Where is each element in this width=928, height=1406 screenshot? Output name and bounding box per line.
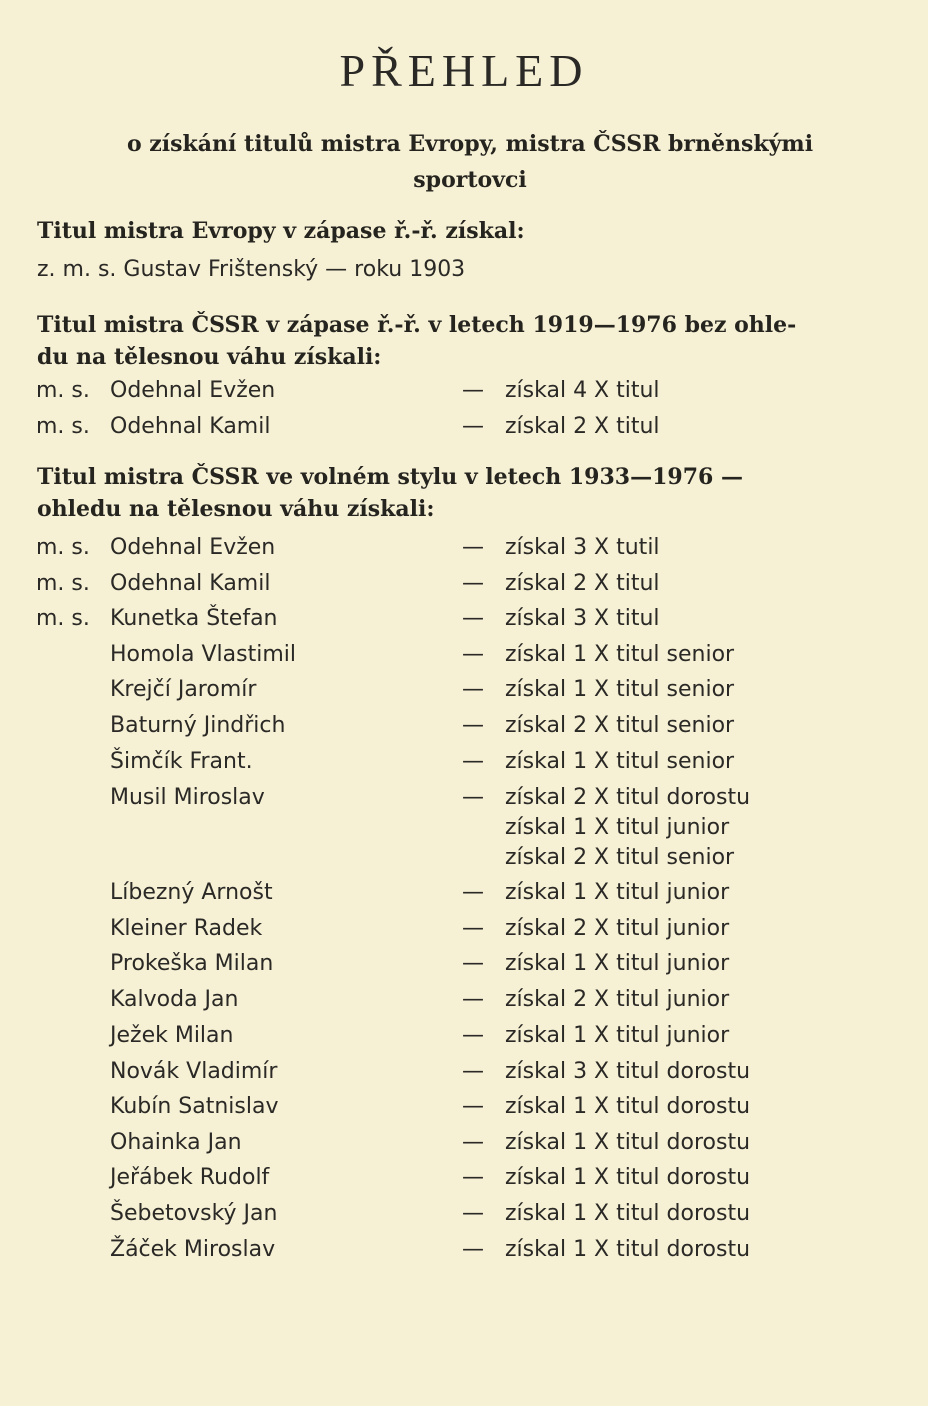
section3-heading-line-1: Titul mistra ČSSR ve volném stylu v letech 1933—1976 — — [37, 464, 743, 490]
list-item-dash: — — [462, 677, 484, 702]
list-item — [0, 642, 928, 674]
list-item-prefix: m. s. — [36, 571, 90, 596]
list-item — [0, 1237, 928, 1269]
section2-heading-line-2: du na tělesnou váhu získali: — [37, 344, 382, 370]
list-item-info: získal 2 X titul senior — [505, 713, 735, 738]
list-item — [0, 1094, 928, 1126]
list-item-name: Šebetovský Jan — [110, 1201, 278, 1226]
list-item-name: Žáček Miroslav — [110, 1237, 276, 1262]
list-item-name: Líbezný Arnošt — [110, 880, 273, 905]
section3-heading-line-2: ohledu na tělesnou váhu získali: — [37, 496, 435, 522]
list-item-dash: — — [462, 951, 484, 976]
list-item-name: Musil Miroslav — [110, 785, 265, 810]
section1-heading: Titul mistra Evropy v zápase ř.-ř. získal: — [37, 218, 525, 244]
list-item-dash: — — [462, 414, 484, 439]
subtitle — [60, 126, 880, 198]
list-item-name: Baturný Jindřich — [110, 713, 286, 738]
list-item-info: získal 2 X titul junior — [505, 916, 730, 941]
list-item — [0, 815, 928, 847]
page-title: PŘEHLED — [339, 45, 589, 96]
list-item-info: získal 1 X titul junior — [505, 951, 730, 976]
list-item — [0, 677, 928, 709]
list-item-info: získal 1 X titul junior — [505, 880, 730, 905]
list-item-info: získal 1 X titul dorostu — [505, 1237, 751, 1262]
list-item-dash: — — [462, 1201, 484, 1226]
list-item-dash: — — [462, 1059, 484, 1084]
list-item-dash: — — [462, 606, 484, 631]
list-item-dash: — — [462, 378, 484, 403]
list-item — [0, 785, 928, 817]
list-item-dash: — — [462, 642, 484, 667]
list-item — [0, 845, 928, 877]
section2-heading-line-1: Titul mistra ČSSR v zápase ř.-ř. v letech 1919—1976 bez ohle- — [37, 312, 797, 338]
list-item-info: získal 1 X titul senior — [505, 677, 735, 702]
list-item — [0, 916, 928, 948]
list-item-name: Šimčík Frant. — [110, 749, 253, 774]
section2-heading — [37, 309, 897, 373]
list-item — [0, 535, 928, 567]
list-item-name: Kalvoda Jan — [110, 987, 239, 1012]
list-item — [0, 1130, 928, 1162]
subtitle-line-1: o získání titulů mistra Evropy, mistra ČSSR brněnskými — [126, 131, 814, 157]
list-item-name: Kunetka Štefan — [110, 606, 278, 631]
list-item-dash: — — [462, 749, 484, 774]
list-item-info: získal 3 X titul — [505, 606, 660, 631]
list-item — [0, 951, 928, 983]
list-item-name: Odehnal Kamil — [110, 414, 271, 439]
list-item-info: získal 1 X titul junior — [505, 815, 730, 840]
list-item-name: Homola Vlastimil — [110, 642, 296, 667]
list-item — [0, 987, 928, 1019]
list-item-dash: — — [462, 916, 484, 941]
list-item-dash: — — [462, 1165, 484, 1190]
list-item-prefix: m. s. — [36, 535, 90, 560]
list-item-dash: — — [462, 1130, 484, 1155]
list-item-info: získal 4 X titul — [505, 378, 660, 403]
list-item-prefix: m. s. — [36, 414, 90, 439]
list-item — [0, 749, 928, 781]
list-item — [0, 414, 928, 446]
list-item — [0, 1201, 928, 1233]
list-item-dash: — — [462, 987, 484, 1012]
list-item-info: získal 2 X titul — [505, 414, 660, 439]
list-item-info: získal 2 X titul dorostu — [505, 785, 751, 810]
list-item-info: získal 2 X titul senior — [505, 845, 735, 870]
list-item-dash: — — [462, 785, 484, 810]
list-item — [0, 606, 928, 638]
list-item-name: Odehnal Evžen — [110, 535, 276, 560]
list-item-name: Jeřábek Rudolf — [110, 1165, 270, 1190]
list-item-dash: — — [462, 1023, 484, 1048]
list-item-dash: — — [462, 713, 484, 738]
list-item-prefix: m. s. — [36, 378, 90, 403]
list-item — [0, 880, 928, 912]
list-item-info: získal 3 X titul dorostu — [505, 1059, 751, 1084]
list-item-info: získal 2 X titul — [505, 571, 660, 596]
list-item-name: Kleiner Radek — [110, 916, 263, 941]
list-item-info: získal 1 X titul senior — [505, 749, 735, 774]
list-item — [0, 1023, 928, 1055]
list-item-dash: — — [462, 571, 484, 596]
list-item — [0, 571, 928, 603]
list-item-name: Odehnal Evžen — [110, 378, 276, 403]
list-item-info: získal 2 X titul junior — [505, 987, 730, 1012]
list-item-name: Kubín Satnislav — [110, 1094, 279, 1119]
list-item-dash: — — [462, 1094, 484, 1119]
list-item-dash: — — [462, 1237, 484, 1262]
list-item-name: Odehnal Kamil — [110, 571, 271, 596]
list-item — [0, 713, 928, 745]
list-item-name: Ježek Milan — [110, 1023, 234, 1048]
list-item-info: získal 1 X titul junior — [505, 1023, 730, 1048]
list-item — [0, 1059, 928, 1091]
list-item-dash: — — [462, 535, 484, 560]
list-item — [0, 1165, 928, 1197]
list-item-name: Ohainka Jan — [110, 1130, 242, 1155]
subtitle-line-2: sportovci — [413, 167, 527, 193]
section1-line: z. m. s. Gustav Frištenský — roku 1903 — [37, 257, 466, 282]
list-item-info: získal 1 X titul dorostu — [505, 1130, 751, 1155]
section3-heading — [37, 461, 897, 525]
list-item-info: získal 3 X tutil — [505, 535, 660, 560]
list-item-name: Novák Vladimír — [110, 1059, 278, 1084]
list-item-info: získal 1 X titul dorostu — [505, 1201, 751, 1226]
list-item-name: Krejčí Jaromír — [110, 677, 257, 702]
list-item-prefix: m. s. — [36, 606, 90, 631]
list-item-info: získal 1 X titul senior — [505, 642, 735, 667]
list-item-info: získal 1 X titul dorostu — [505, 1094, 751, 1119]
list-item-info: získal 1 X titul dorostu — [505, 1165, 751, 1190]
list-item-dash: — — [462, 880, 484, 905]
list-item-name: Prokeška Milan — [110, 951, 274, 976]
list-item — [0, 378, 928, 410]
